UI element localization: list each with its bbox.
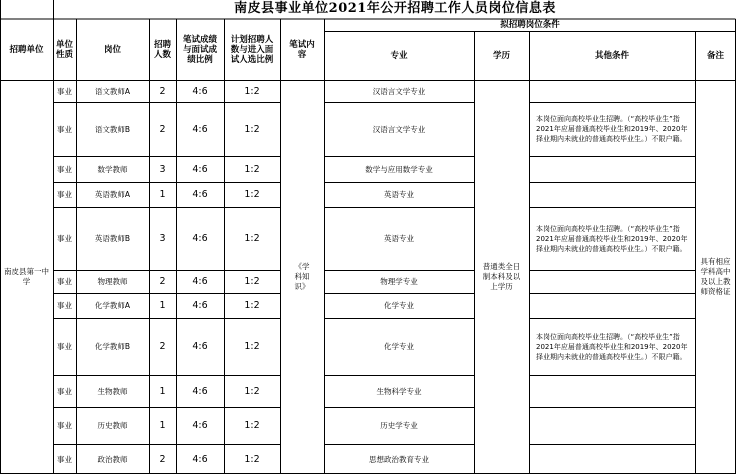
row-position: 语文教师B [94,124,131,134]
row-nature: 事业 [57,421,72,430]
row-major: 化学专业 [384,301,414,310]
row-count: 3 [159,233,166,244]
row-count: 1 [159,189,166,200]
row-count: 1 [159,420,166,431]
header-ratio-score: 笔试成绩与面试成绩比例 [182,34,217,65]
row-ratio-score: 4:6 [192,233,208,244]
row-count: 1 [159,385,166,397]
education-cell: 普通类全日制本科及以上学历 [482,262,521,291]
row-count: 2 [159,276,166,287]
header-education: 学历 [492,50,510,61]
row-ratio-score: 4:6 [192,276,208,287]
header-position: 岗位 [103,44,121,55]
remark-cell: 具有相应学科高中及以上教师资格证 [700,257,731,296]
row-major: 英语专业 [384,190,414,199]
row-major: 思想政治教育专业 [369,454,429,464]
row-count: 2 [159,123,166,135]
row-ratio-plan: 1:2 [244,341,260,352]
row-nature: 事业 [57,190,72,199]
row-count: 3 [159,163,166,175]
row-ratio-plan: 1:2 [244,233,260,244]
row-count: 2 [159,85,166,97]
row-major: 英语专业 [384,234,414,243]
row-major: 汉语言文学专业 [372,86,426,96]
header-conditions: 拟招聘岗位条件 [500,20,560,30]
row-major: 物理学专业 [380,277,418,286]
row-count: 2 [159,341,166,352]
row-nature: 事业 [57,277,72,286]
row-major: 生物科学专业 [376,386,422,396]
other-note-block-3: 本岗位面向高校毕业生招聘。（“高校毕业生”指2021年应届普通高校毕业生和2019年、2020年择业期内未就业的普通高校毕业生。）不限户籍。 [536,332,688,361]
row-nature: 事业 [57,342,72,351]
row-position: 化学教师B [94,342,131,351]
row-ratio-score: 4:6 [192,163,208,175]
row-major: 历史学专业 [380,421,418,430]
row-position: 政治教师 [97,454,128,464]
header-major: 专业 [390,50,408,61]
header-other: 其他条件 [594,50,629,61]
row-ratio-plan: 1:2 [244,163,260,175]
row-ratio-plan: 1:2 [244,385,260,397]
row-ratio-plan: 1:2 [244,420,260,431]
row-position: 数学教师 [97,164,128,174]
row-position: 物理教师 [97,277,128,286]
row-ratio-plan: 1:2 [244,300,260,311]
header-nature: 单位性质 [56,39,74,60]
row-nature: 事业 [57,164,72,174]
row-ratio-plan: 1:2 [244,453,260,465]
row-major: 数学与应用数学专业 [365,164,433,174]
row-ratio-score: 4:6 [192,420,208,431]
row-position: 化学教师A [94,301,131,310]
row-ratio-plan: 1:2 [244,276,260,287]
header-remark: 备注 [706,50,724,61]
row-nature: 事业 [57,86,72,96]
row-position: 生物教师 [97,386,128,396]
other-note-block-1: 本岗位面向高校毕业生招聘。（“高校毕业生”指2021年应届普通高校毕业生和2019年、2020年择业期内未就业的普通高校毕业生。）不限户籍。 [536,115,688,143]
row-major: 化学专业 [384,342,414,351]
exam-content-cell: 《学科知识》 [294,262,310,291]
row-position: 英语教师B [94,234,131,243]
row-nature: 事业 [57,124,72,134]
row-nature: 事业 [57,386,72,396]
row-position: 语文教师A [94,86,131,96]
header-ratio-plan: 计划招聘人数与进入面试人选比例 [230,34,274,65]
row-position: 英语教师A [94,190,131,199]
row-nature: 事业 [57,234,72,243]
header-exam: 笔试内容 [289,39,315,60]
header-count: 招聘人数 [153,39,171,60]
row-ratio-plan: 1:2 [244,189,260,200]
row-count: 2 [159,453,166,465]
row-nature: 事业 [57,301,72,310]
unit-name-cell: 南皮县第一中学 [4,267,49,286]
row-ratio-score: 4:6 [192,453,208,465]
row-ratio-score: 4:6 [192,189,208,200]
header-unit: 招聘单位 [9,44,44,55]
row-ratio-score: 4:6 [192,341,208,352]
row-ratio-plan: 1:2 [244,123,260,135]
row-major: 汉语言文学专业 [372,124,426,134]
page-title: 南皮县事业单位2021年公开招聘工作人员岗位信息表 [234,1,556,16]
row-position: 历史教师 [97,421,128,430]
row-count: 1 [159,300,166,311]
row-nature: 事业 [57,454,72,464]
row-ratio-plan: 1:2 [244,85,260,97]
row-ratio-score: 4:6 [192,85,208,97]
row-ratio-score: 4:6 [192,385,208,397]
row-ratio-score: 4:6 [192,123,208,135]
other-note-block-2: 本岗位面向高校毕业生招聘。（“高校毕业生”指2021年应届普通高校毕业生和2019年、2020年择业期内未就业的普通高校毕业生。）不限户籍。 [536,224,688,253]
row-ratio-score: 4:6 [192,300,208,311]
